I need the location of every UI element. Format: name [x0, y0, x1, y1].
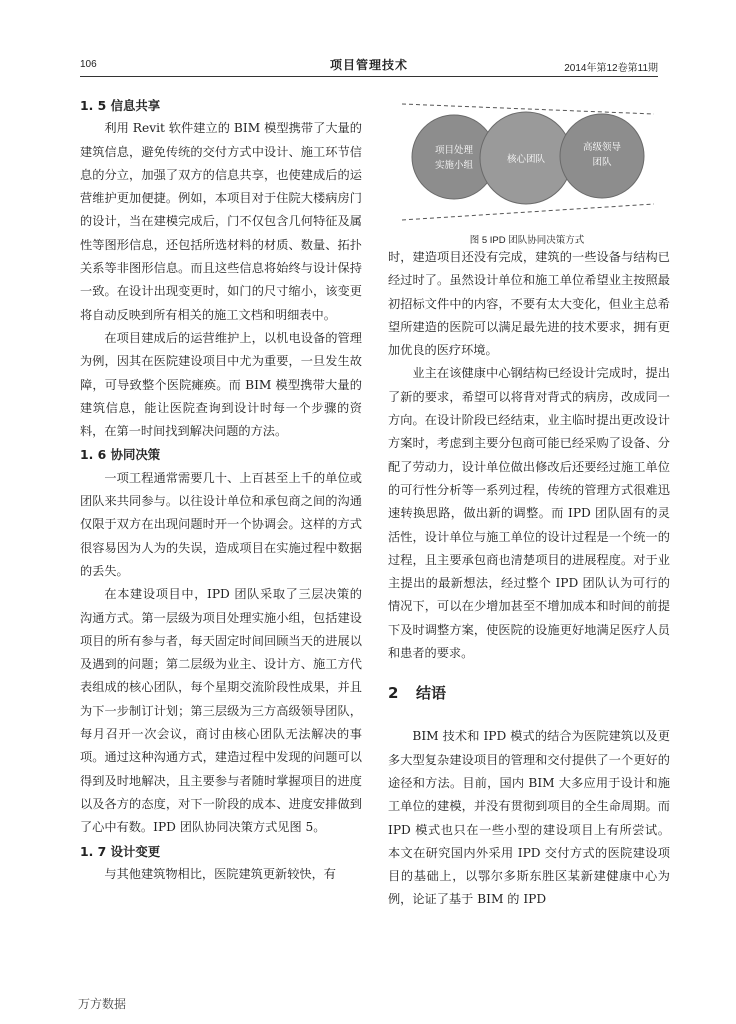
circle-label: 项目处理: [434, 145, 474, 156]
figure-5-diagram: [392, 92, 662, 227]
paragraph: 在项目建成后的运营维护上，以机电设备的管理为例，因其在医院建设项目中尤为重要，一旦发生故障，可导致整个医院瘫痪。而 BIM 模型携带大量的建筑信息，能让医院查询到设计时每一个步骤的资料，在第一时间找到解决问题的方法。: [80, 330, 362, 439]
section-2-title: [388, 683, 670, 703]
paragraph: BIM 技术和 IPD 模式的结合为医院建筑以及更多大型复杂建设项目的管理和交付提供了一个更好的途径和方法。目前，国内 BIM 大多应用于设计和施工单位的建模，并没有贯彻到项目的全生命周期。而 IPD 模式也只在一些小型的建设项目上有所尝试。本文在研究国内外采用 IPD 交付方式的医院建设项目的基础上，以鄂尔多斯东胜区某新建健康中心为例，论证了基于 BIM 的 IPD: [388, 729, 670, 907]
page-header: [80, 56, 658, 74]
watermark-footer: 万方数据: [78, 997, 127, 1011]
paragraph: 时，建造项目还没有完成，建筑的一些设备与结构已经过时了。虽然设计单位和施工单位希望业主按照最初招标文件中的内容，不要有太大变化，但业主总希望所建造的医院可以满足最先进的技术要求，拥有更加优良的医疗环境。: [388, 250, 670, 358]
paragraph: 业主在该健康中心钢结构已经设计完成时，提出了新的要求，希望可以将背对背式的病房，改成同一方向。在设计阶段已经结束，业主临时提出更改设计方案时，考虑到主要分包商可能已经采购了设备、分配了劳动力，设计单位做出修改后还要经过施工单位的可行性分析等一系列过程，传统的管理方式很难迅速转换思路，做出新的调整。而 IPD 团队固有的灵活性，设计单位与施工单位的设计过程是一个统一的过程，且主要承包商也清楚项目的进展程度。对于业主提出的最新想法，经过整个 IPD 团队认为可行的情况下，可以在少增加甚至不增加成本和时间的前提下及时调整方案，使医院的设施更好地满足医疗人员和患者的要求。: [388, 366, 670, 661]
circle-label: 实施小组: [434, 160, 474, 171]
journal-title: 项目管理技术: [329, 58, 408, 72]
section-number: 2: [388, 684, 399, 703]
section-1-6-title: 1. 6 协同决策: [80, 447, 161, 463]
circle-label: 高级领导: [582, 142, 622, 153]
circle-label: 核心团队: [506, 154, 546, 165]
paragraph: 与其他建筑物相比，医院建筑更新较快，有: [104, 866, 336, 881]
section-title-text: 结语: [416, 684, 447, 703]
paragraph: 在本建设项目中，IPD 团队采取了三层决策的沟通方式。第一层级为项目处理实施小组，包括建设项目的所有参与者，每天固定时间回顾当天的进展以及遇到的问题；第二层级为业主、设计方、施工方代表组成的核心团队，每个星期交流阶段性成果，并且为下一步制订计划；第三层级为三方高级领导团队，每月召开一次会议，商讨由核心团队无法解决的事项。通过这种沟通方式，建造过程中发现的问题可以得到及时地解决，且主要参与者随时掌握项目的进度以及各方的态度，对下一阶段的成本、进度安排做到了心中有数。IPD 团队协同决策方式见图 5。: [80, 587, 362, 835]
circle-label: 团队: [592, 157, 612, 168]
page-number: 106: [80, 59, 97, 70]
section-1-7-title: 1. 7 设计变更: [80, 843, 161, 859]
right-column: [388, 246, 670, 912]
paragraph: 一项工程通常需要几十、上百甚至上千的单位或团队来共同参与。以往设计单位和承包商之间的沟通仅限于双方在出现问题时开一个协调会。这样的方式很容易因为人为的失误，造成项目在实施过程中数据的丢失。: [80, 470, 362, 578]
paragraph: 利用 Revit 软件建立的 BIM 模型携带了大量的建筑信息，避免传统的交付方式中设计、施工环节信息的分立，加强了双方的信息共享，也使建成后的运营维护更加便捷。例如，本项目对于住院大楼病房门的设计，当在建模完成后，门不仅包含几何特征及属性等图形信息，还包括所选材料的材质、数量、拓扑关系等非图形信息。而且这些信息将始终与设计保持一致。在设计出现变更时，如门的尺寸缩小，该变更将自动反映到所有相关的施工文档和明细表中。: [80, 121, 362, 322]
circle-core-team: [480, 112, 572, 204]
left-column: [80, 94, 362, 886]
section-1-5-title: 1. 5 信息共享: [80, 98, 161, 113]
figure-5-caption: 图 5 IPD 团队协同决策方式: [469, 235, 585, 246]
header-rule: [80, 76, 658, 77]
dashed-line-bottom: [402, 204, 654, 220]
circle-senior-leadership-team: [560, 114, 644, 198]
issue-info: 2014年第12卷第11期: [564, 63, 658, 74]
